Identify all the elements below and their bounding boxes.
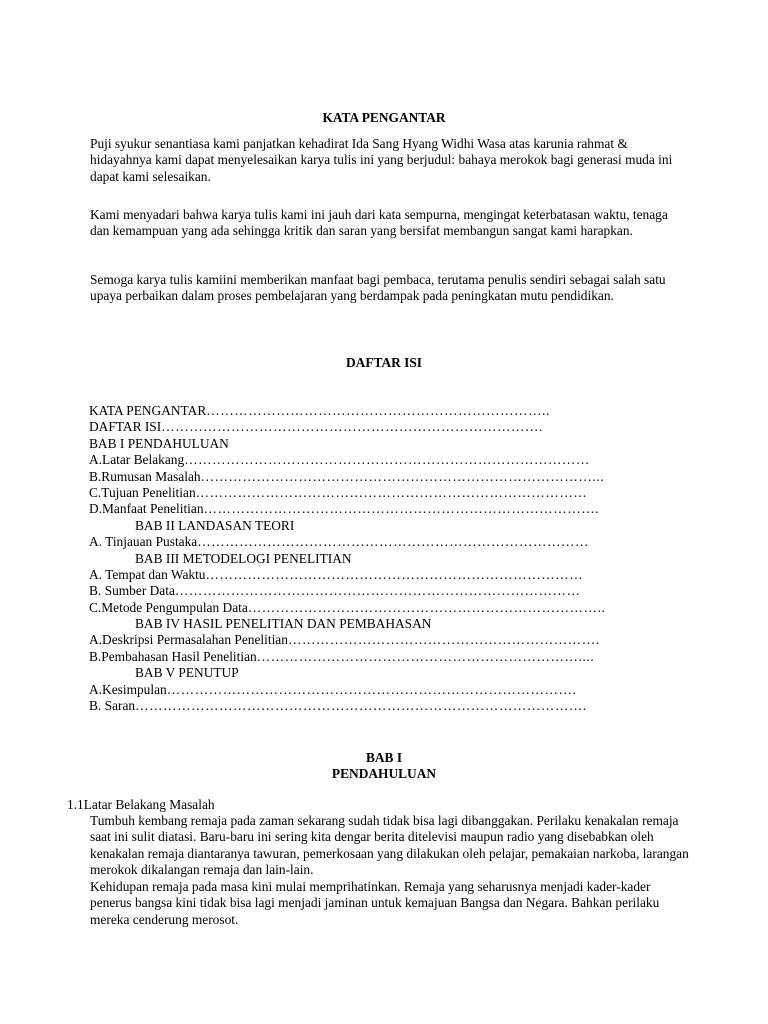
toc-entry[interactable] xyxy=(89,534,649,550)
bab-1-title: BAB I xyxy=(365,750,403,765)
toc-leader-dots: …………………………………………………………….... xyxy=(256,648,595,664)
toc-leader-dots: …………………………………………………………………………… xyxy=(184,452,590,468)
toc-entry-label: BAB IV HASIL PENELITIAN DAN PEMBAHASAN xyxy=(135,616,432,632)
toc-leader-dots: …………………………………………………………………………. xyxy=(203,501,600,517)
toc-chapter[interactable] xyxy=(89,551,649,567)
daftar-isi-title: DAFTAR ISI xyxy=(345,355,422,370)
toc-leader-dots: …………………………………………………………………………… xyxy=(174,583,581,599)
toc-chapter[interactable] xyxy=(89,518,649,534)
toc-entry[interactable] xyxy=(89,419,649,435)
toc-leader-dots: ……………………………………………………………………………. xyxy=(166,681,577,697)
toc-entry[interactable] xyxy=(89,682,649,698)
toc-entry-label: B.Pembahasan Hasil Penelitian xyxy=(89,648,257,664)
kata-pengantar-paragraph-1: Puji syukur senantiasa kami panjatkan kehadirat Ida Sang Hyang Widhi Wasa atas karunia rahmat & hidayahnya kami dapat menyelesaikan karya tulis ini yang berjudul: bahaya merokok bagi generasi muda ini dapat kami selesaikan. xyxy=(90,136,673,184)
toc-leader-dots: …………………………………………………………………………... xyxy=(200,468,605,484)
toc-entry-label: A.Kesimpulan xyxy=(89,681,167,697)
toc-entry[interactable] xyxy=(89,632,649,648)
table-of-contents xyxy=(89,403,649,714)
bab-1-paragraph-1: Tumbuh kembang remaja pada zaman sekarang sudah tidak bisa lagi dibanggakan. Perilaku kenakalan remaja saat ini sulit diatasi. Baru-baru ini sering kita dengar berita ditelevisi maupun radio yang disebabkan oleh kenakalan remaja diantaranya tawuran, pemerkosaan yang dilakukan oleh pelajar, pemakaian narkoba, larangan merokok dikalangan remaja dan lain-lain. xyxy=(90,813,689,878)
toc-entry-label: D.Manfaat Penelitian xyxy=(89,501,204,517)
toc-entry[interactable] xyxy=(89,649,649,665)
toc-entry-label: B. Sumber Data xyxy=(89,583,175,599)
bab-1-subtitle: PENDAHULUAN xyxy=(331,766,437,781)
toc-entry[interactable] xyxy=(89,583,649,599)
kata-pengantar-title: KATA PENGANTAR xyxy=(322,110,446,125)
toc-leader-dots: ………………………………………………………………………. xyxy=(161,419,543,435)
toc-entry[interactable] xyxy=(89,403,649,419)
toc-leader-dots: ………………………………………………………………………… xyxy=(195,484,588,500)
toc-entry-label: DAFTAR ISI xyxy=(89,419,162,435)
toc-entry-label: C.Tujuan Penelitian xyxy=(89,484,196,500)
toc-entry-label: A.Deskripsi Permasalahan Penelitian xyxy=(89,632,288,648)
toc-entry-label: KATA PENGANTAR xyxy=(89,403,207,418)
bab-1-paragraph-2: Kehidupan remaja pada masa kini mulai memprihatinkan. Remaja yang seharusnya menjadi kader-kader penerus bangsa kini tidak bisa lagi menjadi jaminan untuk kemajuan Bangsa dan Negara. Bahkan perilaku mereka cenderung merosot. xyxy=(90,879,660,927)
toc-entry[interactable] xyxy=(89,600,649,616)
toc-entry[interactable] xyxy=(89,469,649,485)
toc-leader-dots: ………………………………………………………………….. xyxy=(247,599,606,615)
toc-entry-label: BAB I PENDAHULUAN xyxy=(89,435,229,451)
toc-leader-dots: …………………………………………………………. xyxy=(287,632,600,648)
toc-entry-label: A.Latar Belakang xyxy=(89,452,185,468)
section-heading: 1.1Latar Belakang Masalah xyxy=(67,797,215,812)
kata-pengantar-paragraph-2: Kami menyadari bahwa karya tulis kami ini jauh dari kata sempurna, mengingat keterbatasan waktu, tenaga dan kemampuan yang ada sehingga kritik dan saran yang bersifat membangun sangat kami harapkan. xyxy=(90,207,668,239)
toc-leader-dots: ……………………………………………………………….. xyxy=(206,403,550,418)
toc-leader-dots: ………………………………………………………………………… xyxy=(197,534,589,550)
toc-entry-label: BAB II LANDASAN TEORI xyxy=(135,517,295,533)
toc-entry[interactable] xyxy=(89,485,649,501)
toc-entry-label: BAB V PENUTUP xyxy=(135,665,239,681)
toc-entry[interactable] xyxy=(89,452,649,468)
kata-pengantar-paragraph-3: Semoga karya tulis kamiini memberikan manfaat bagi pembaca, terutama penulis sendiri sebagai salah satu upaya perbaikan dalam proses pembelajaran yang berdampak pada peningkatan mutu pendidikan. xyxy=(90,272,666,304)
toc-leader-dots: ……………………………………………………………………… xyxy=(205,566,584,582)
toc-entry-label: BAB III METODELOGI PENELITIAN xyxy=(135,550,352,566)
toc-leader-dots: ……………………………………………………………………………………. xyxy=(135,698,587,714)
toc-entry-label: A. Tinjauan Pustaka xyxy=(89,534,198,550)
toc-entry-label: C.Metode Pengumpulan Data xyxy=(89,599,248,615)
toc-entry[interactable] xyxy=(89,501,649,517)
toc-entry-label: A. Tempat dan Waktu xyxy=(89,566,206,582)
toc-entry[interactable] xyxy=(89,567,649,583)
toc-chapter[interactable] xyxy=(89,616,649,632)
toc-entry-label: B. Saran xyxy=(89,698,136,714)
toc-entry-label: B.Rumusan Masalah xyxy=(89,468,201,484)
toc-entry[interactable] xyxy=(89,698,649,714)
toc-chapter[interactable] xyxy=(89,436,649,452)
toc-chapter[interactable] xyxy=(89,665,649,681)
